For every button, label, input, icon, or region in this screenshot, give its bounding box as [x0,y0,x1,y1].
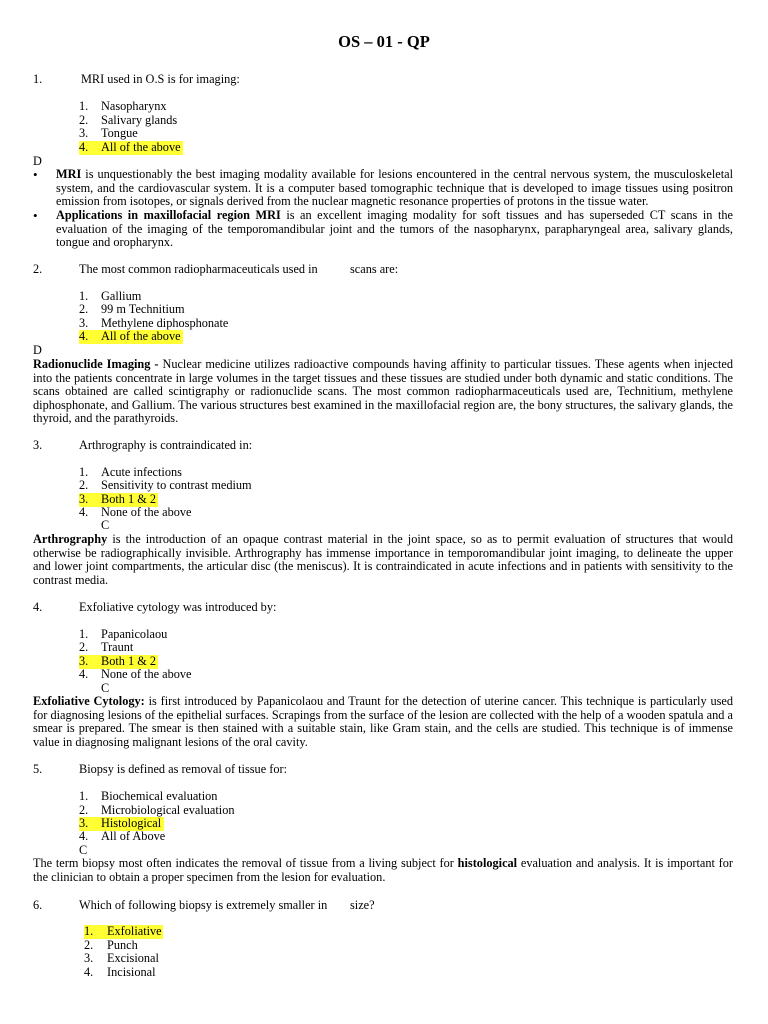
bullet-icon: • [33,167,38,182]
question-number: 3. [33,438,43,452]
option-text: None of the above [101,505,192,519]
option-text: Salivary glands [101,113,178,127]
explanation-bold: MRI [56,167,82,181]
answer-letter: C [101,681,110,695]
option-text: 99 m Technitium [101,302,185,316]
page-title: OS – 01 - QP [338,32,430,51]
option-number: 4. [79,140,89,154]
question-number: 6. [33,898,43,912]
option-number: 3. [84,951,94,965]
option-text: Both 1 & 2 [101,492,156,506]
option-text: Papanicolaou [101,627,168,641]
option-text: Biochemical evaluation [101,789,218,803]
option-text: All of the above [101,140,181,154]
option-text: Tongue [101,126,138,140]
option-text: Both 1 & 2 [101,654,156,668]
answer-letter: D [33,343,42,357]
question-text: Exfoliative cytology was introduced by: [79,600,277,614]
explanation-text: is an excellent imaging modality for soft tissues and has superseded CT scans in the evaluation of the imaging of the temporomandibular joint and the tumors of the nasopharynx, parapharyngeal area, salivary glands, tongue and oropharynx. [56,208,733,249]
option-text: Traunt [101,640,134,654]
explanation-bullet [56,209,733,250]
question-number: 4. [33,600,43,614]
option-text: Methylene diphosphonate [101,316,229,330]
option-number: 3. [79,316,89,330]
explanation-text: is the introduction of an opaque contrast material in the joint space, so as to permit evaluation of structures that would otherwise be radiographically invisible. Arthrography has immense importance in temporomandibular joint imaging, to delineate the upper and lower joint compartments, the articular disc (the meniscus). It is contraindicated in acute infections and in patients with sensitivity to the contrast media. [33,532,733,587]
option-number: 4. [79,505,89,519]
explanation-bullet [56,168,733,209]
option-text: None of the above [101,667,192,681]
option-text: Nasopharynx [101,99,167,113]
option-number: 1. [79,289,89,303]
option-number: 3. [79,126,89,140]
option-text: All of Above [101,829,166,843]
option-number: 2. [79,113,89,127]
option-number: 2. [79,478,89,492]
explanation-bold: Exfoliative Cytology: [33,694,145,708]
question-number: 1. [33,72,43,86]
question-text: MRI used in O.S is for imaging: [81,72,240,86]
option-text: Gallium [101,289,142,303]
bullet-icon: • [33,208,38,223]
option-number: 1. [79,465,89,479]
answer-letter: C [101,518,110,532]
question-number: 5. [33,762,43,776]
option-number: 2. [79,803,89,817]
option-highlighted [79,330,183,344]
explanation-bold: Arthrography [33,532,108,546]
option-number: 2. [79,640,89,654]
option-number: 1. [79,789,89,803]
explanation-bold: Radionuclide Imaging - [33,357,159,371]
option-text: Excisional [107,951,159,965]
explanation-paragraph [33,533,733,587]
option-text: Punch [107,938,138,952]
answer-letter: C [79,843,88,857]
explanation-paragraph [33,857,733,884]
explanation-text: The term biopsy most often indicates the removal of tissue from a living subject for [33,856,458,870]
question-text: The most common radiopharmaceuticals used in [79,262,318,276]
option-number: 4. [79,829,89,843]
explanation-text: Nuclear medicine utilizes radioactive compounds having affinity to particular tissues. These agents when injected into the patients concentrate in large volumes in the target tissues and these tissues are studied under both dynamic and static conditions. The scans obtained are called scintigraphy or radionuclide scans. The most common radiopharmaceuticals used are, Technitium, methylene diphosphonate, and Gallium. The various structures best examined in the maxillofacial region are, the bony structures, the salivary glands, the thyroid, and the parathyroids. [33,357,733,425]
question-text: Which of following biopsy is extremely smaller in [79,898,328,912]
option-text: Acute infections [101,465,182,479]
option-number: 4. [79,667,89,681]
question-text: Arthrography is contraindicated in: [79,438,253,452]
option-text: All of the above [101,329,181,343]
option-text: Histological [101,816,162,830]
option-number: 1. [79,627,89,641]
option-highlighted [79,141,183,155]
option-number: 3. [79,492,89,506]
question-text-end: scans are: [350,262,399,276]
option-text: Microbiological evaluation [101,803,235,817]
option-number: 4. [79,329,89,343]
explanation-text: evaluation and analysis. It is important for the clinician to obtain a proper specimen from the lesion for evaluation. [33,856,733,884]
option-number: 1. [84,924,94,938]
answer-letter: D [33,154,42,168]
option-number: 3. [79,654,89,668]
option-number: 3. [79,816,89,830]
option-highlighted [84,925,163,939]
question-text: Biopsy is defined as removal of tissue for: [79,762,287,776]
explanation-bold: histological [457,856,518,870]
option-text: Sensitivity to contrast medium [101,478,252,492]
question-number: 2. [33,262,43,276]
question-text-end: size? [350,898,375,912]
explanation-text: is unquestionably the best imaging modality available for lesions encountered in the central nervous system, the musculoskeletal system, and the cardiovascular system. It is a computer based tomographic technique that is developed to image tissues using positron emission from isotopes, or signals derived from the nuclear magnetic resonance properties of protons in the tissue water. [56,167,733,208]
option-number: 1. [79,99,89,113]
option-number: 4. [84,965,94,979]
explanation-bold: Applications in maxillofacial region MRI [56,208,281,222]
option-text: Incisional [107,965,156,979]
explanation-paragraph [33,358,733,426]
explanation-paragraph [33,695,733,749]
explanation-text: is first introduced by Papanicolaou and Traunt for the detection of uterine cancer. This technique is particularly used for diagnosing lesions of the epithelial surfaces. Scrapings from the surface of the lesion are collected with the help of a wooden spatula and a smear is prepared. The smear is then stained with a suitable stain, like Gram stain, and the cells are studied. This technique is of immense value in diagnosing malignant lesions of the oral cavity. [33,694,733,749]
option-number: 2. [84,938,94,952]
option-number: 2. [79,302,89,316]
option-text: Exfoliative [107,924,162,938]
